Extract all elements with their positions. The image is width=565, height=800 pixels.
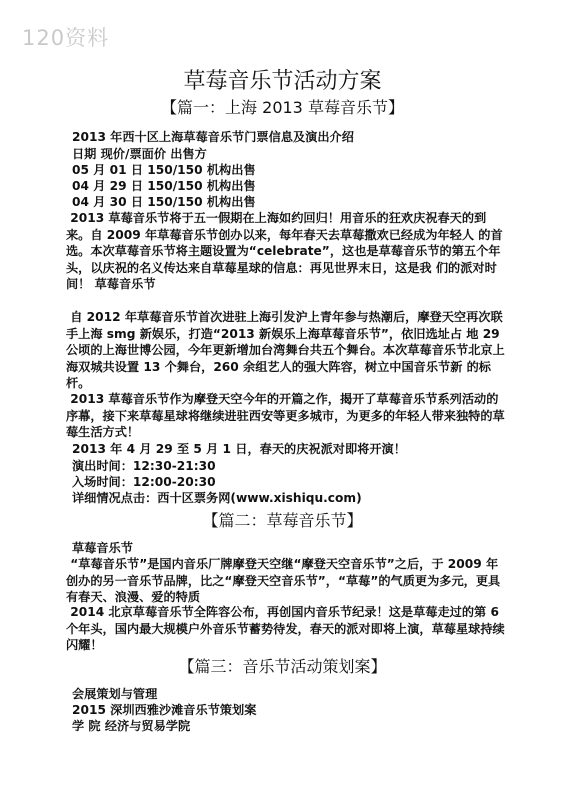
- section1-paragraph: 2013 草莓音乐节将于五一假期在上海如约回归！用音乐的狂欢庆祝春天的到来。自 2009 年草莓音乐节创办以来，每年春天去草莓撒欢已经成为年轻人 的首选。本次草莓音乐节将主题设置为“celebrate”，这也是草莓音乐节的第五个年头，以庆祝的名义传达来自草莓星球的信息：再见世界末日，这是我 们的派对时间！ 草莓音乐节: [66, 211, 503, 292]
- entry-time: 入场时间：12:00-20:30: [72, 475, 216, 489]
- ticket-table-header: 日期 现价/票面价 出售方: [72, 147, 207, 161]
- event-dates: 2013 年 4 月 29 至 5 月 1 日，春天的庆祝派对即将开演！: [72, 442, 406, 456]
- show-time: 演出时间：12:30-21:30: [72, 459, 216, 473]
- section2-paragraph: “草莓音乐节”是国内音乐厂牌摩登天空继“摩登天空音乐节”之后，于 2009 年创办的另一音乐节品牌，比之“摩登天空音乐节”，“草莓”的气质更为多元，更具有春天、浪漫、爱的特质: [66, 557, 501, 605]
- section2-heading: 【篇二：草莓音乐节】: [202, 511, 363, 530]
- section2-subtitle: 草莓音乐节: [72, 541, 133, 555]
- watermark-logo: 120资料: [22, 26, 110, 50]
- ticket-website: 详细情况点击：西十区票务网(www.xishiqu.com): [72, 491, 362, 505]
- section3-line: 会展策划与管理: [72, 687, 158, 701]
- ticket-info-heading: 2013 年西十区上海草莓音乐节门票信息及演出介绍: [72, 130, 354, 144]
- section1-heading: 【篇一：上海 2013 草莓音乐节】: [161, 98, 404, 117]
- ticket-row: 04 月 30 日 150/150 机构出售: [72, 195, 256, 209]
- ticket-row: 05 月 01 日 150/150 机构出售: [72, 163, 256, 177]
- section3-line: 2015 深圳西雅沙滩音乐节策划案: [72, 703, 257, 717]
- section3-heading: 【篇三：音乐节活动策划案】: [178, 657, 387, 676]
- section1-paragraph: 2013 草莓音乐节作为摩登天空今年的开篇之作，揭开了草莓音乐节系列活动的序幕，接下来草莓星球将继续进驻西安等更多城市，为更多的年轻人带来独特的草莓生活方式！: [66, 392, 505, 440]
- section1-paragraph: 自 2012 年草莓音乐节首次进驻上海引发沪上青年参与热潮后，摩登天空再次联手上海 smg 新娱乐，打造“2013 新娱乐上海草莓音乐节”，依旧选址占 地 29 公顷的上海世博公园，今年更新增加台湾舞台共五个舞台。本次草莓音乐节北京上海双城共设置 13 个舞台，260 余组艺人的强大阵容，树立中国音乐节新 的标杆。: [66, 310, 505, 391]
- document-title: 草莓音乐节活动方案: [183, 69, 382, 94]
- section2-paragraph: 2014 北京草莓音乐节全阵容公布，再创国内音乐节纪录！这是草莓走过的第 6 个年头，国内最大规模户外音乐节蓄势待发，春天的派对即将上演，草莓星球持续闪耀！: [66, 605, 505, 653]
- section3-line: 学 院 经济与贸易学院: [72, 719, 191, 733]
- ticket-row: 04 月 29 日 150/150 机构出售: [72, 179, 256, 193]
